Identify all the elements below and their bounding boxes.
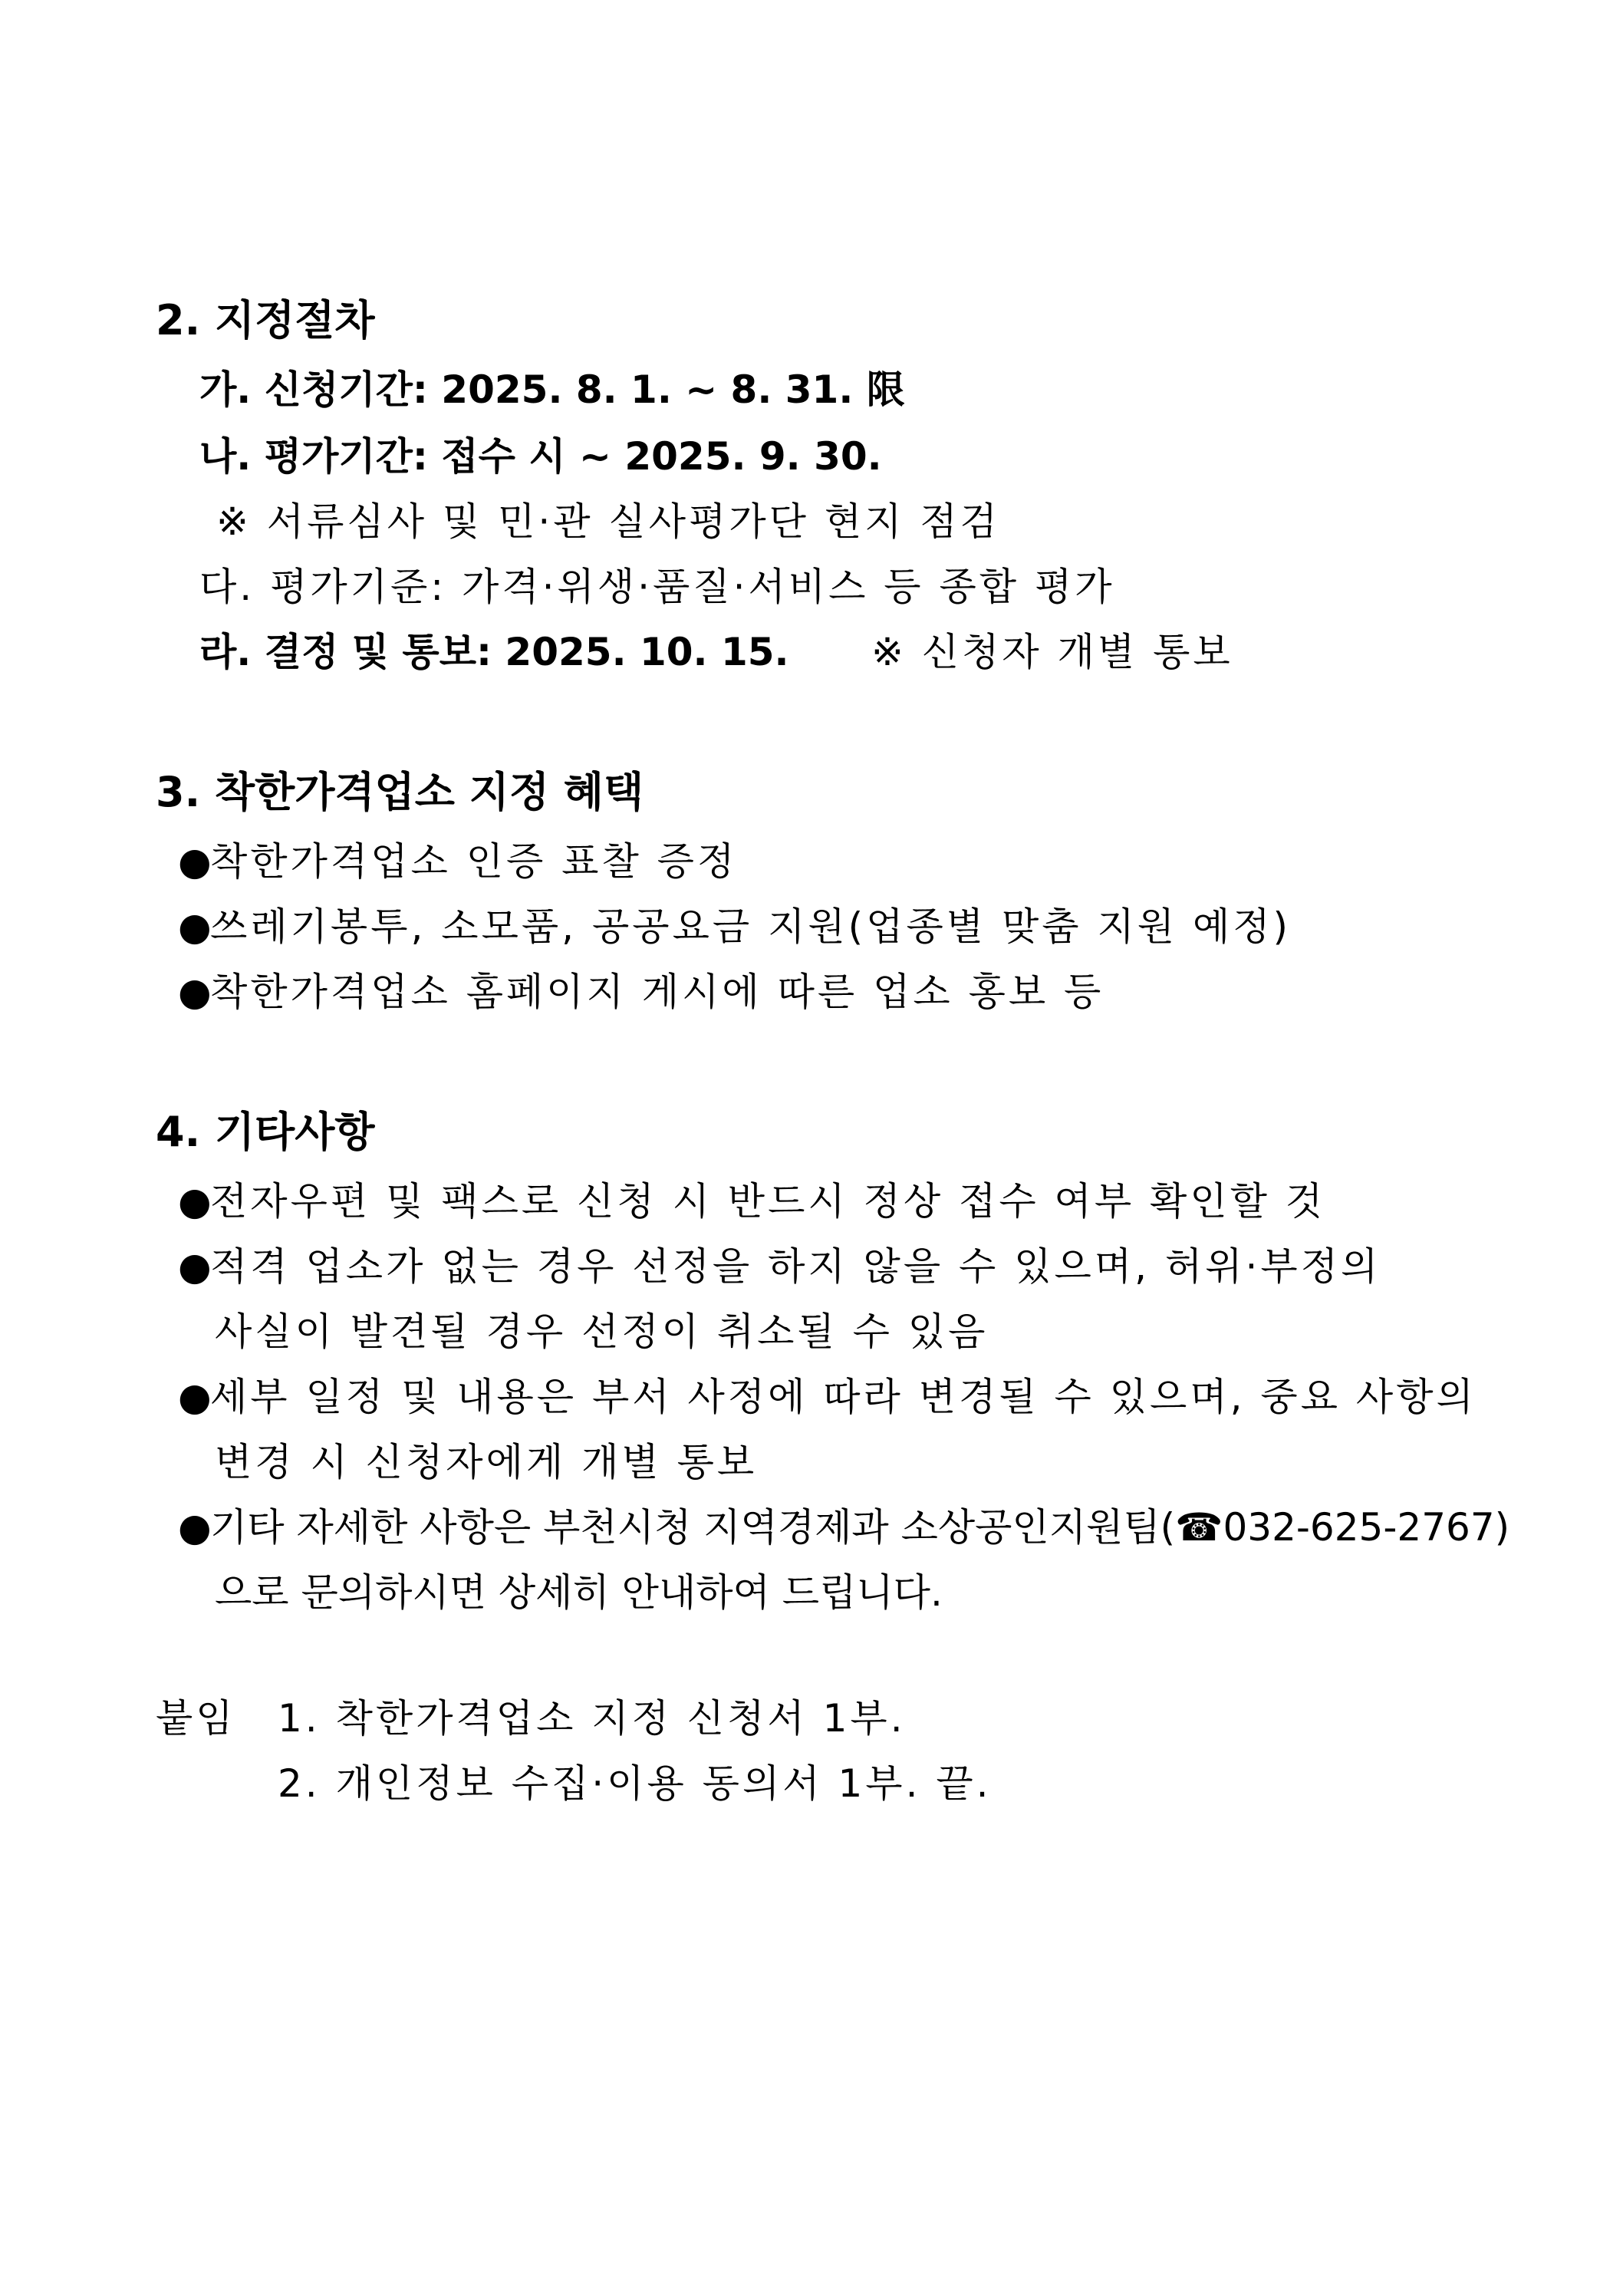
attachments-label: 붙임: [156, 1696, 236, 1741]
section-2-item-ra: 라. 결정 및 통보: 2025. 10. 15.: [199, 630, 789, 674]
bullet-icon: ●: [178, 1375, 215, 1419]
section-4-title: 4. 기타사항: [156, 1108, 375, 1156]
section-3-item-1-text: 착한가격업소 인증 표찰 증정: [210, 839, 738, 884]
section-4-item-4-continuation: 으로 문의하시면 상세히 안내하여 드립니다.: [215, 1570, 943, 1615]
section-2-item-na: 나. 평가기간: 접수 시 ~ 2025. 9. 30.: [199, 434, 882, 479]
section-2-item-na-note: ※ 서류심사 및 민·관 실사평가단 현지 점검: [216, 499, 1000, 544]
bullet-icon: ●: [178, 904, 215, 949]
section-4-item: [178, 1374, 1477, 1420]
section-3-title: 3. 착한가격업소 지정 혜택: [156, 768, 644, 816]
attachment-item-2: 2. 개인정보 수집·이용 동의서 1부. 끝.: [278, 1761, 992, 1806]
section-3-item-2-text: 쓰레기봉투, 소모품, 공공요금 지원(업종별 맞춤 지원 예정): [210, 904, 1292, 949]
section-2-item-da: 다. 평가기준: 가격·위생·품질·서비스 등 종합 평가: [199, 565, 1115, 609]
section-2-item-ra-note: ※ 신청자 개별 통보: [871, 630, 1233, 674]
section-4-item: [178, 1244, 1381, 1290]
bullet-icon: ●: [178, 1505, 212, 1550]
section-3-item: [178, 904, 1291, 950]
section-4-item-2-continuation: 사실이 발견될 경우 선정이 취소될 수 있음: [215, 1309, 989, 1354]
section-3-item-3-text: 착한가격업소 홈페이지 게시에 따른 업소 홍보 등: [210, 970, 1104, 1014]
section-3-item: [178, 969, 1104, 1015]
section-4-item: [178, 1178, 1325, 1224]
bullet-icon: ●: [178, 839, 215, 884]
section-4-item-3-text: 세부 일정 및 내용은 부서 사정에 따라 변경될 수 있으며, 중요 사항의: [210, 1375, 1477, 1419]
section-4-item-4-text: 기타 자세한 사항은 부천시청 지역경제과 소상공인지원팀(☎032-625-2767): [210, 1505, 1510, 1550]
attachment-item-1: 1. 착한가격업소 지정 신청서 1부.: [278, 1696, 906, 1741]
section-4-item: [178, 1504, 1509, 1550]
section-4-item-1-text: 전자우편 및 팩스로 신청 시 반드시 정상 접수 여부 확인할 것: [210, 1179, 1326, 1224]
section-3-item: [178, 838, 737, 884]
section-4-item-2-text: 적격 업소가 없는 경우 선정을 하지 않을 수 있으며, 허위·부정의: [210, 1244, 1381, 1289]
section-2-title: 2. 지정절차: [156, 296, 375, 344]
section-2-item-ga: 가. 신청기간: 2025. 8. 1. ~ 8. 31. 限: [199, 367, 905, 412]
bullet-icon: ●: [178, 1179, 215, 1224]
section-4-item-3-continuation: 변경 시 신청자에게 개별 통보: [215, 1440, 758, 1484]
bullet-icon: ●: [178, 1244, 215, 1289]
bullet-icon: ●: [178, 970, 215, 1014]
